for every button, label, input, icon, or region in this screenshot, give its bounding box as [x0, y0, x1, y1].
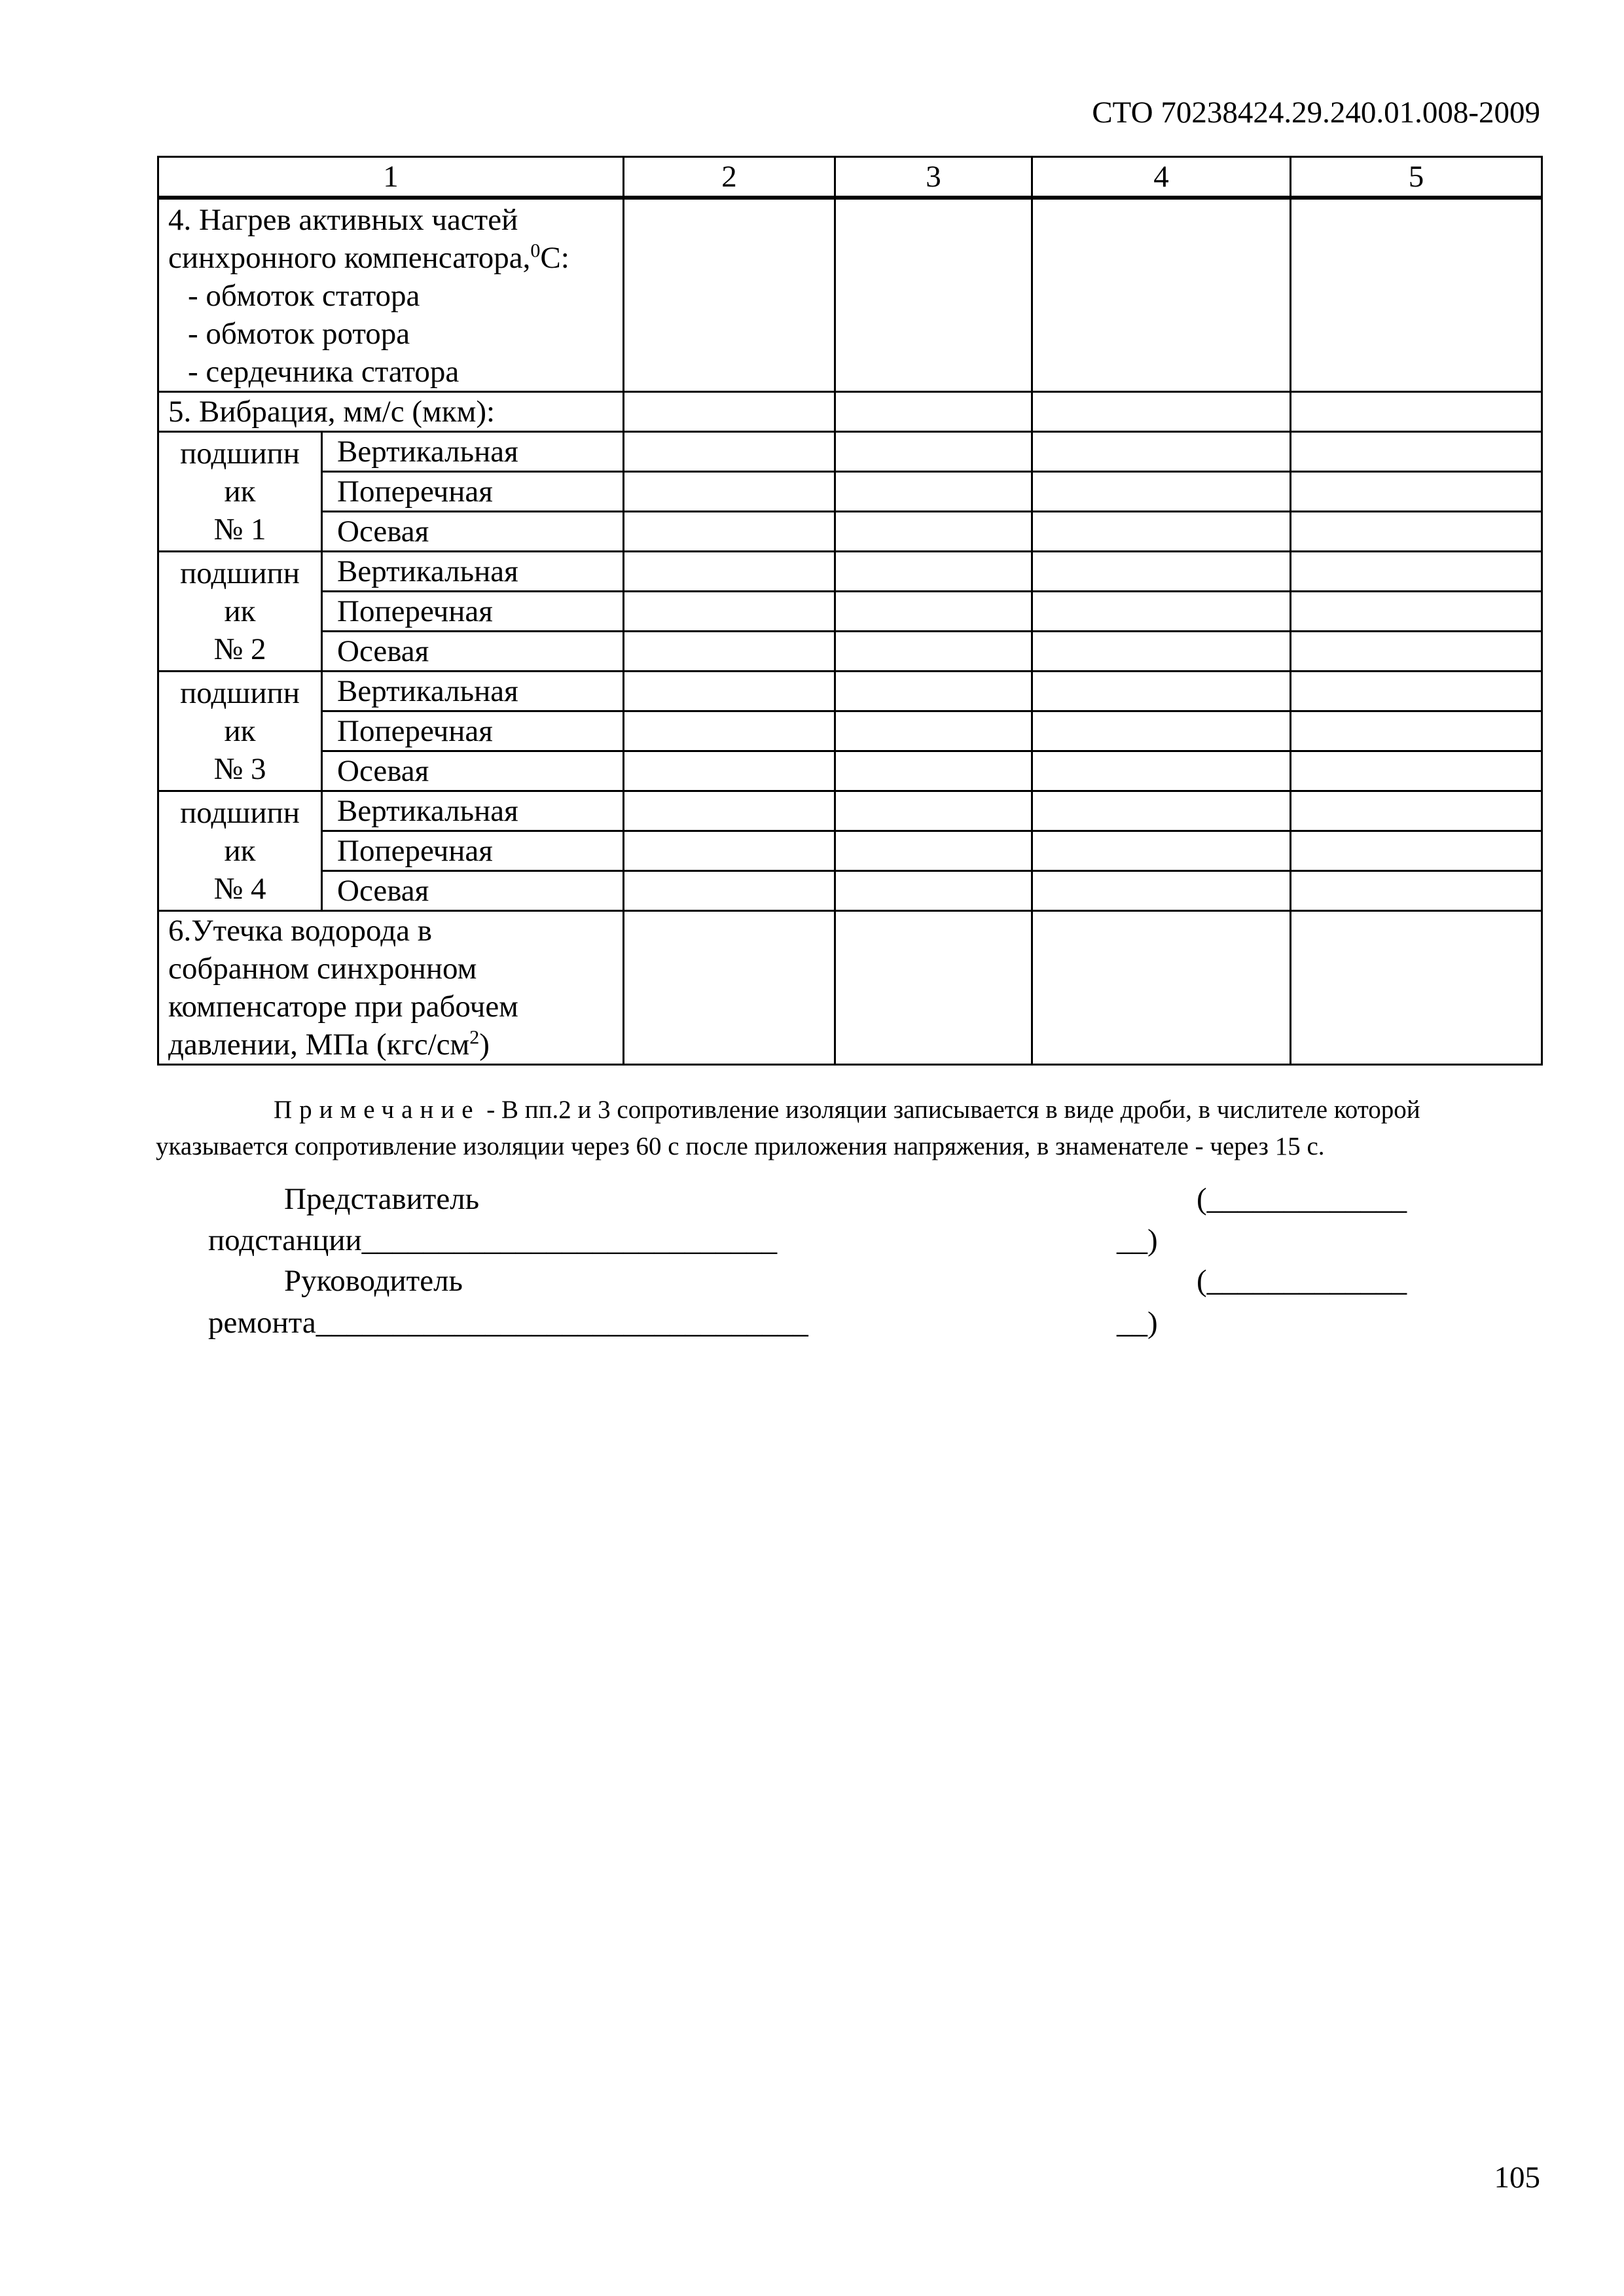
value-cell[interactable] — [1291, 592, 1542, 632]
heating-label-cell — [158, 198, 624, 392]
value-cell[interactable] — [835, 911, 1032, 1065]
value-cell[interactable] — [624, 198, 835, 392]
value-cell[interactable] — [1032, 871, 1291, 911]
bearing-label-1 — [158, 432, 322, 552]
bearing-label-line1: подшипн — [180, 556, 300, 590]
value-cell[interactable] — [1032, 198, 1291, 392]
value-cell[interactable] — [624, 751, 835, 791]
value-cell[interactable] — [624, 831, 835, 871]
value-cell[interactable] — [835, 392, 1032, 432]
value-cell[interactable] — [624, 592, 835, 632]
hydrogen-line-3: компенсаторе при рабочем — [168, 990, 518, 1024]
value-cell[interactable] — [1032, 512, 1291, 552]
value-cell[interactable] — [1291, 871, 1542, 911]
vibration-direction: Вертикальная — [322, 791, 624, 831]
bearing-label-3 — [158, 672, 322, 791]
value-cell[interactable] — [624, 512, 835, 552]
value-cell[interactable] — [835, 791, 1032, 831]
hydrogen-line-4: давлении, МПа $(кгс/см^2)$ — [168, 1026, 490, 1062]
value-cell[interactable] — [835, 751, 1032, 791]
value-cell[interactable] — [1032, 632, 1291, 672]
vibration-row — [158, 831, 1542, 871]
vibration-direction: Осевая — [322, 512, 624, 552]
value-cell[interactable] — [1032, 552, 1291, 592]
value-cell[interactable] — [1032, 672, 1291, 711]
vibration-row — [158, 552, 1542, 592]
value-cell[interactable] — [835, 871, 1032, 911]
value-cell[interactable] — [1032, 751, 1291, 791]
representative-label: Представитель — [284, 1182, 480, 1216]
bearing-label-line2: ик — [224, 475, 256, 509]
bearing-label-line2: ик — [224, 834, 256, 868]
vibration-direction: Вертикальная — [322, 432, 624, 472]
vibration-direction: Поперечная — [322, 711, 624, 751]
repair-head-name-open[interactable]: (_____________ — [1197, 1264, 1407, 1298]
value-cell[interactable] — [1291, 552, 1542, 592]
value-cell[interactable] — [1032, 831, 1291, 871]
heating-item-rotor-windings: - обмоток ротора — [188, 317, 410, 351]
value-cell[interactable] — [624, 871, 835, 911]
representative-name-open[interactable]: (_____________ — [1197, 1182, 1407, 1216]
value-cell[interactable] — [835, 632, 1032, 672]
value-cell[interactable] — [624, 472, 835, 512]
bearing-label-line1: подшипн — [180, 796, 300, 830]
vibration-direction: Осевая — [322, 871, 624, 911]
vibration-direction: Осевая — [322, 632, 624, 672]
value-cell[interactable] — [1291, 198, 1542, 392]
repair-head-label: Руководитель — [284, 1264, 463, 1298]
vibration-direction: Поперечная — [322, 831, 624, 871]
value-cell[interactable] — [835, 592, 1032, 632]
value-cell[interactable] — [1032, 432, 1291, 472]
vibration-row — [158, 512, 1542, 552]
column-header-5: 5 — [1291, 157, 1542, 198]
vibration-row — [158, 632, 1542, 672]
vibration-row — [158, 472, 1542, 512]
vibration-direction: Вертикальная — [322, 552, 624, 592]
vibration-title-row — [158, 392, 1542, 432]
value-cell[interactable] — [624, 632, 835, 672]
bearing-label-4 — [158, 791, 322, 911]
hydrogen-line-2: собранном синхронном — [168, 952, 477, 986]
value-cell[interactable] — [1291, 392, 1542, 432]
value-cell[interactable] — [835, 512, 1032, 552]
representative-name-close: __) — [1117, 1223, 1158, 1257]
vibration-row — [158, 751, 1542, 791]
value-cell[interactable] — [1291, 711, 1542, 751]
hydrogen-row — [158, 911, 1542, 1065]
document-code: СТО 70238424.29.240.01.008-2009 — [1092, 96, 1540, 130]
value-cell[interactable] — [835, 831, 1032, 871]
vibration-direction: Вертикальная — [322, 672, 624, 711]
value-cell[interactable] — [624, 552, 835, 592]
heating-item-stator-core: - сердечника статора — [188, 355, 460, 389]
column-header-2: 2 — [624, 157, 835, 198]
value-cell[interactable] — [624, 711, 835, 751]
value-cell[interactable] — [1032, 791, 1291, 831]
value-cell[interactable] — [624, 432, 835, 472]
heating-item-stator-windings: - обмоток статора — [188, 279, 420, 313]
value-cell[interactable] — [624, 791, 835, 831]
vibration-direction: Осевая — [322, 751, 624, 791]
bearing-label-2 — [158, 552, 322, 672]
measurement-table — [157, 156, 1543, 1066]
vibration-row — [158, 432, 1542, 472]
value-cell[interactable] — [1291, 432, 1542, 472]
value-cell[interactable] — [835, 432, 1032, 472]
vibration-row — [158, 711, 1542, 751]
vibration-direction: Поперечная — [322, 592, 624, 632]
vibration-row — [158, 871, 1542, 911]
bearing-label-line3: № 2 — [213, 632, 266, 666]
note-text-first: - В пп.2 и 3 сопротивление изоляции записывается в виде дроби, в числителе которой — [480, 1096, 1420, 1124]
bearing-label-line3: № 3 — [213, 752, 266, 786]
note-label: Примечание — [274, 1096, 480, 1124]
bearing-label-line3: № 1 — [213, 512, 266, 547]
value-cell[interactable] — [1032, 711, 1291, 751]
value-cell[interactable] — [835, 472, 1032, 512]
value-cell[interactable] — [835, 711, 1032, 751]
heating-row — [158, 198, 1542, 392]
value-cell[interactable] — [624, 672, 835, 711]
value-cell[interactable] — [1032, 592, 1291, 632]
vibration-row — [158, 672, 1542, 711]
repair-head-signature-line[interactable]: ремонта________________________________ — [208, 1306, 808, 1340]
value-cell[interactable] — [1291, 831, 1542, 871]
note-text-second: указывается сопротивление изоляции через 60 с после приложения напряжения, в знаменателе - через 15 с. — [156, 1132, 1325, 1160]
value-cell[interactable] — [1291, 791, 1542, 831]
bearing-label-line1: подшипн — [180, 676, 300, 710]
heating-title: 4. Нагрев активных частей синхронного компенсатора,$^0$С: — [168, 203, 569, 275]
bearing-label-line1: подшипн — [180, 437, 300, 471]
column-header-3: 3 — [835, 157, 1032, 198]
value-cell[interactable] — [1291, 672, 1542, 711]
column-header-row — [158, 157, 1542, 198]
column-header-1: 1 — [158, 157, 624, 198]
value-cell[interactable] — [835, 198, 1032, 392]
value-cell[interactable] — [1291, 472, 1542, 512]
value-cell[interactable] — [1291, 512, 1542, 552]
value-cell[interactable] — [1291, 911, 1542, 1065]
bearing-label-line3: № 4 — [213, 872, 266, 906]
value-cell[interactable] — [1291, 751, 1542, 791]
value-cell[interactable] — [835, 552, 1032, 592]
bearing-label-line2: ик — [224, 594, 256, 628]
page-number: 105 — [1494, 2161, 1540, 2195]
hydrogen-label-cell — [158, 911, 624, 1065]
representative-signature-line[interactable]: подстанции___________________________ — [208, 1223, 778, 1257]
vibration-direction: Поперечная — [322, 472, 624, 512]
bearing-label-line2: ик — [224, 714, 256, 748]
vibration-row — [158, 791, 1542, 831]
value-cell[interactable] — [1291, 632, 1542, 672]
value-cell[interactable] — [1032, 392, 1291, 432]
vibration-title: 5. Вибрация, мм/с (мкм): — [158, 392, 624, 432]
column-header-4: 4 — [1032, 157, 1291, 198]
value-cell[interactable] — [835, 672, 1032, 711]
hydrogen-line-1: 6.Утечка водорода в — [168, 914, 432, 948]
value-cell[interactable] — [624, 392, 835, 432]
note-paragraph — [156, 1092, 1542, 1165]
value-cell[interactable] — [624, 911, 835, 1065]
value-cell[interactable] — [1032, 472, 1291, 512]
vibration-row — [158, 592, 1542, 632]
value-cell[interactable] — [1032, 911, 1291, 1065]
repair-head-name-close: __) — [1117, 1306, 1158, 1340]
